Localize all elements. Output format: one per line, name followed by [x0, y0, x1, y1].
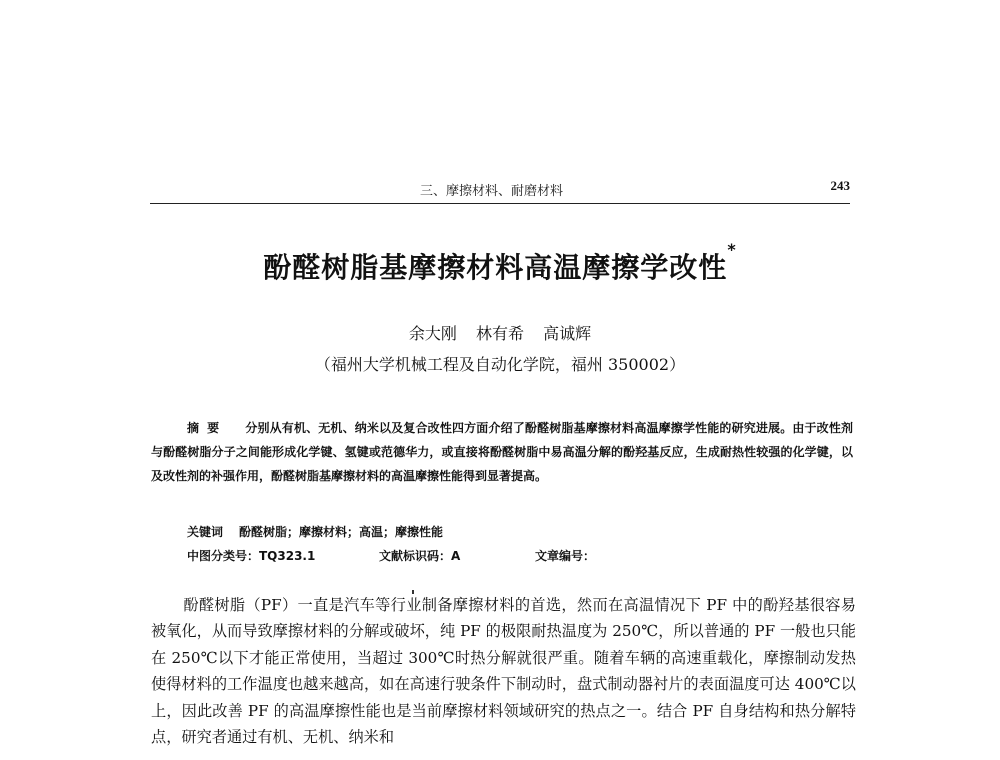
page-number: 243 [830, 178, 850, 193]
body-paragraph-text: 酚醛树脂（PF）一直是汽车等行业制备摩擦材料的首选，然而在高温情况下 PF 中的酚羟基很容易被氧化，从而导致摩擦材料的分解或破坏，纯 PF 的极限耐热温度为 250℃，所以普通的 PF 一般也只能在 250℃以下才能正常使用，当超过 300℃时热分解就很严重。随着车辆的高速重载化，摩擦制动发热使得材料的工作温度也越来越高，如在高速行驶条件下制动时，盘式制动器衬片的表面温度可达 400℃以上，因此改善 PF 的高温摩擦性能也是当前摩擦材料领域研究的热点之一。结合 PF 自身结构和热分解特点，研究者通过有机、无机、纳米和 [151, 596, 856, 747]
paper-title [0, 240, 1000, 286]
affiliation: （福州大学机械工程及自动化学院，福州 350002） [314, 355, 686, 374]
clc-number: 中图分类号：TQ323.1 [187, 549, 316, 563]
document-code: 文献标识码：A [379, 549, 461, 563]
abstract-label: 摘要 [187, 421, 228, 435]
keywords-text: 酚醛树脂；摩擦材料；高温；摩擦性能 [239, 525, 444, 539]
running-header [150, 176, 850, 204]
header-rule [150, 203, 850, 204]
body-paragraph [151, 592, 856, 750]
paper-title-text: 酚醛树脂基摩擦材料高温摩擦学改性 [263, 251, 728, 284]
authors: 余大刚 林有希 高诚辉 [408, 324, 592, 343]
header-section-title: 三、摩擦材料、耐磨材料 [420, 184, 564, 199]
title-footnote-mark: * [727, 240, 737, 259]
classification-line [187, 547, 867, 564]
abstract-text: 分别从有机、无机、纳米以及复合改性四方面介绍了酚醛树脂基摩擦材料高温摩擦学性能的研究进展。由于改性剂与酚醛树脂分子之间能形成化学键、氢键或范德华力，或直接将酚醛树脂中易高温分解的酚羟基反应，生成耐热性较强的化学键，以及改性剂的补强作用，酚醛树脂基摩擦材料的高温摩擦性能得到显著提高。 [151, 421, 853, 483]
keywords-label: 关键词 [187, 525, 224, 539]
keywords [187, 523, 443, 540]
article-number: 文章编号： [535, 549, 596, 563]
abstract [151, 416, 853, 488]
